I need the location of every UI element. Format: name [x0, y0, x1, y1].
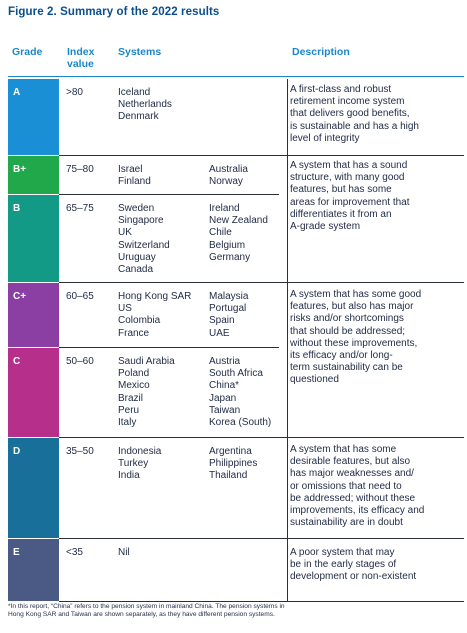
row-divider: [59, 601, 464, 602]
system-name: Finland: [118, 176, 151, 188]
description-line: improvements, its efficacy and: [290, 505, 425, 517]
system-name: Hong Kong SAR: [118, 291, 192, 302]
header-index: [67, 46, 94, 70]
systems-column: [118, 547, 130, 559]
grade-cell: [8, 438, 59, 538]
system-name: Thailand: [209, 470, 248, 482]
system-name: Spain: [209, 315, 235, 327]
systems-column: [118, 291, 191, 340]
system-name: New Zealand: [209, 215, 268, 227]
description-line: level of integrity: [290, 132, 360, 144]
description-line: that delivers good benefits,: [290, 108, 410, 120]
grade-label: A: [13, 87, 21, 98]
system-name: Korea (South): [209, 417, 272, 429]
footnote: [8, 603, 460, 620]
description-line: desirable features, but also: [290, 456, 411, 468]
figure-title: Figure 2. Summary of the 2022 results: [8, 6, 220, 18]
system-name: Belgium: [209, 239, 246, 251]
description-line: A system that has some: [290, 444, 397, 455]
description-text: [290, 84, 454, 145]
system-name: Denmark: [118, 111, 159, 123]
system-name: Austria: [209, 356, 241, 367]
systems-column: [209, 203, 268, 264]
grade-cell: [8, 539, 59, 601]
grade-label: B: [13, 203, 21, 214]
description-text: [290, 444, 454, 529]
description-line: A-grade system: [290, 221, 361, 233]
system-name: Canada: [118, 264, 154, 276]
description-line: be in the early stages of: [290, 559, 397, 571]
system-name: India: [118, 470, 140, 482]
index-value: 50–60: [66, 356, 94, 367]
system-name: Uruguay: [118, 251, 156, 263]
system-name: Brazil: [118, 392, 144, 404]
description-line: features, but has some: [290, 184, 392, 196]
index-value: 35–50: [66, 446, 94, 457]
grade-label: C+: [13, 291, 27, 302]
description-line: features, but also has major: [290, 301, 414, 313]
description-text: [290, 289, 454, 387]
grade-cell: [8, 348, 59, 437]
description-line: areas for improvement that: [290, 196, 410, 208]
description-line: A first-class and robust: [290, 84, 392, 95]
description-line: without these improvements,: [290, 337, 418, 349]
footnote-line: *In this report, “China” refers to the pension system in mainland China. The pension systems in: [8, 603, 285, 610]
description-text: [290, 160, 454, 233]
index-value: >80: [66, 87, 83, 98]
header-description: Description: [292, 46, 350, 58]
system-name: Peru: [118, 404, 140, 416]
system-name: Turkey: [118, 458, 149, 470]
grade-cell: [8, 79, 59, 155]
index-value: 60–65: [66, 291, 94, 302]
system-name: France: [118, 327, 150, 339]
description-text: [290, 547, 454, 584]
description-line: is sustainable and has a high: [290, 120, 419, 132]
description-line: or omissions that need to: [290, 480, 402, 492]
system-name: Chile: [209, 227, 232, 239]
system-name: Italy: [118, 417, 137, 429]
system-name: Philippines: [209, 458, 258, 470]
description-line: A system that has some good: [290, 289, 422, 300]
systems-column: [118, 164, 151, 188]
header-grade: Grade: [12, 46, 43, 58]
header-rule: [8, 76, 464, 77]
system-name: Mexico: [118, 380, 150, 392]
description-line: that should be addressed;: [290, 325, 406, 337]
header-systems: Systems: [118, 46, 162, 58]
system-name: Saudi Arabia: [118, 356, 175, 367]
system-name: Portugal: [209, 303, 247, 315]
system-name: Japan: [209, 392, 237, 404]
description-line: term sustainability can be: [290, 362, 403, 374]
system-name: Ireland: [209, 203, 240, 214]
description-line: questioned: [290, 374, 339, 386]
system-name: South Africa: [209, 368, 263, 380]
description-line: development or non-existent: [290, 571, 417, 583]
index-value: <35: [66, 547, 83, 558]
system-name: Netherlands: [118, 99, 172, 111]
system-name: UAE: [209, 327, 230, 339]
system-name: Singapore: [118, 215, 164, 227]
system-name: Taiwan: [209, 404, 241, 416]
grade-label: E: [13, 547, 20, 558]
system-name: Argentina: [209, 446, 252, 457]
system-name: Switzerland: [118, 239, 170, 251]
system-name: Indonesia: [118, 446, 162, 457]
system-name: China*: [209, 380, 240, 392]
system-name: Australia: [209, 164, 248, 175]
system-name: UK: [118, 227, 132, 239]
system-name: Norway: [209, 176, 243, 188]
systems-column: [209, 291, 248, 340]
systems-column: [118, 356, 175, 429]
grade-label: B+: [13, 164, 27, 175]
system-name: Poland: [118, 368, 150, 380]
system-name: Malaysia: [209, 291, 249, 302]
description-line: has major weaknesses and/: [290, 468, 414, 480]
footnote-line: Hong Kong SAR and Taiwan are shown separately, as they have different pension systems.: [8, 611, 275, 619]
systems-column: [209, 356, 271, 429]
grade-cell: [8, 156, 59, 194]
systems-column: [209, 164, 248, 188]
system-name: Israel: [118, 164, 143, 175]
description-line: retirement income system: [290, 96, 405, 108]
systems-column: [118, 87, 172, 124]
system-name: Germany: [209, 251, 251, 263]
system-name: Nil: [118, 547, 130, 558]
grade-cell: [8, 283, 59, 347]
grade-label: C: [13, 356, 21, 367]
index-value: 65–75: [66, 203, 94, 214]
description-line: its efficacy and/or long-: [290, 350, 393, 362]
grade-label: D: [13, 446, 21, 457]
description-line: A system that has a sound: [290, 160, 408, 171]
grade-cell: [8, 195, 59, 282]
header-index-line1: Index: [67, 46, 95, 58]
index-value: 75–80: [66, 164, 94, 175]
description-line: sustainability are in doubt: [290, 517, 403, 529]
systems-column: [118, 203, 170, 276]
description-line: be addressed; without these: [290, 492, 416, 504]
system-name: Sweden: [118, 203, 155, 214]
description-line: risks and/or shortcomings: [290, 313, 404, 325]
header-index-line2: value: [67, 58, 94, 70]
systems-column: [209, 446, 257, 483]
description-line: A poor system that may: [290, 547, 395, 558]
description-line: structure, with many good: [290, 172, 405, 184]
system-name: Colombia: [118, 315, 161, 327]
description-line: differentiates it from an: [290, 208, 392, 220]
system-name: US: [118, 303, 132, 315]
systems-column: [118, 446, 161, 483]
column-divider: [287, 79, 288, 601]
system-name: Iceland: [118, 87, 151, 98]
